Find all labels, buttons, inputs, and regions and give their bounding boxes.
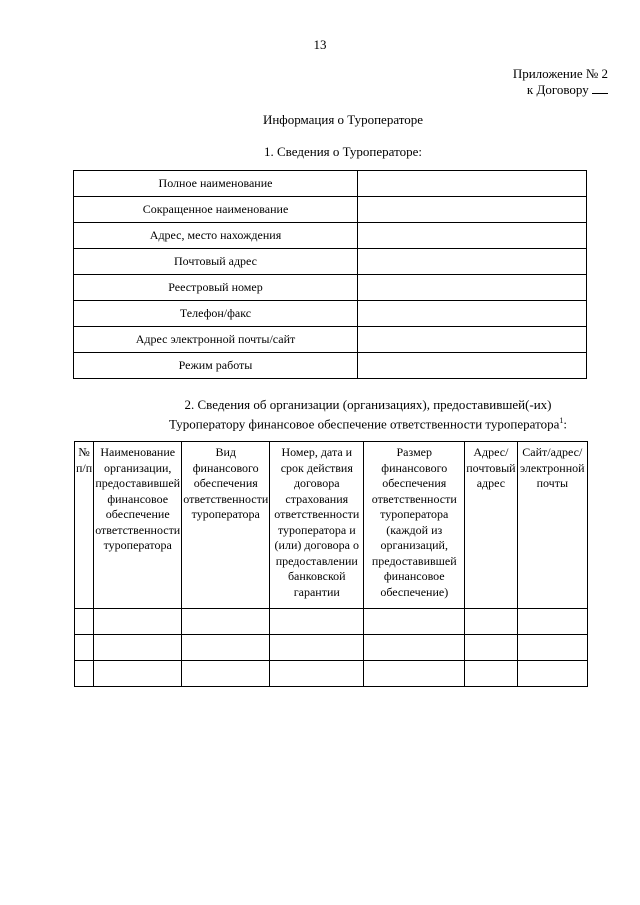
- table-row: [74, 275, 587, 301]
- table-row: [74, 171, 587, 197]
- table-row: [75, 635, 588, 661]
- appendix-line-1: Приложение № 2: [512, 66, 608, 81]
- footnote-mark: 1: [559, 416, 564, 425]
- table-row: [75, 661, 588, 687]
- column-header-organization-name: Наименование организации, предоставившей финансовое обеспечение ответственности туроператора: [94, 442, 182, 609]
- row-label: Режим работы: [74, 353, 358, 379]
- row-label: Адрес электронной почты/сайт: [74, 327, 358, 353]
- table-row: [74, 327, 587, 353]
- table-row: [75, 609, 588, 635]
- table-row: [74, 353, 587, 379]
- column-header-number: № п/п: [75, 442, 94, 609]
- row-value: [358, 275, 587, 301]
- section-2-heading-line-1: 2. Сведения об организации (организациях), предоставившей(-их): [184, 397, 552, 412]
- tour-operator-info-table: [73, 170, 587, 379]
- page-number: 13: [313, 37, 327, 52]
- column-header-contract-details: Номер, дата и срок действия договора страхования ответственности туроператора и (или) договора о предоставлении банковской гарантии: [270, 442, 364, 609]
- table-row: [74, 301, 587, 327]
- section-2-heading-line-2-text: Туроператору финансовое обеспечение ответственности туроператора: [169, 416, 560, 432]
- row-label: Почтовый адрес: [74, 249, 358, 275]
- table-row: [74, 197, 587, 223]
- section-1-heading: 1. Сведения о Туроператоре:: [264, 144, 422, 159]
- row-label: Сокращенное наименование: [74, 197, 358, 223]
- row-label: Реестровый номер: [74, 275, 358, 301]
- section-2-heading-line-2: [118, 413, 618, 432]
- section-2-heading: [118, 397, 618, 432]
- table-header-row: [75, 442, 588, 609]
- row-label: Телефон/факс: [74, 301, 358, 327]
- contract-number-blank: [592, 82, 608, 94]
- appendix-header: [513, 66, 608, 98]
- row-value: [358, 171, 587, 197]
- table-row: [74, 249, 587, 275]
- row-value: [358, 327, 587, 353]
- row-label: Адрес, место нахождения: [74, 223, 358, 249]
- table-row: [74, 223, 587, 249]
- column-header-website-email: Сайт/адрес/электронной почты: [517, 442, 587, 609]
- row-value: [358, 197, 587, 223]
- column-header-guarantee-type: Вид финансового обеспечения ответственности туроператора: [182, 442, 270, 609]
- appendix-line-2-text: к Договору: [526, 82, 589, 97]
- column-header-guarantee-amount: Размер финансового обеспечения ответственности туроператора (каждой из организаций, предоставившей финансовое обеспечение): [364, 442, 465, 609]
- row-value: [358, 301, 587, 327]
- document-title: Информация о Туроператоре: [262, 112, 424, 127]
- heading-colon: :: [563, 416, 567, 432]
- column-header-address: Адрес/почтовый адрес: [465, 442, 517, 609]
- row-value: [358, 223, 587, 249]
- row-value: [358, 249, 587, 275]
- appendix-line-2: [513, 82, 608, 98]
- row-label: Полное наименование: [74, 171, 358, 197]
- financial-guarantee-org-table: [74, 441, 588, 687]
- row-value: [358, 353, 587, 379]
